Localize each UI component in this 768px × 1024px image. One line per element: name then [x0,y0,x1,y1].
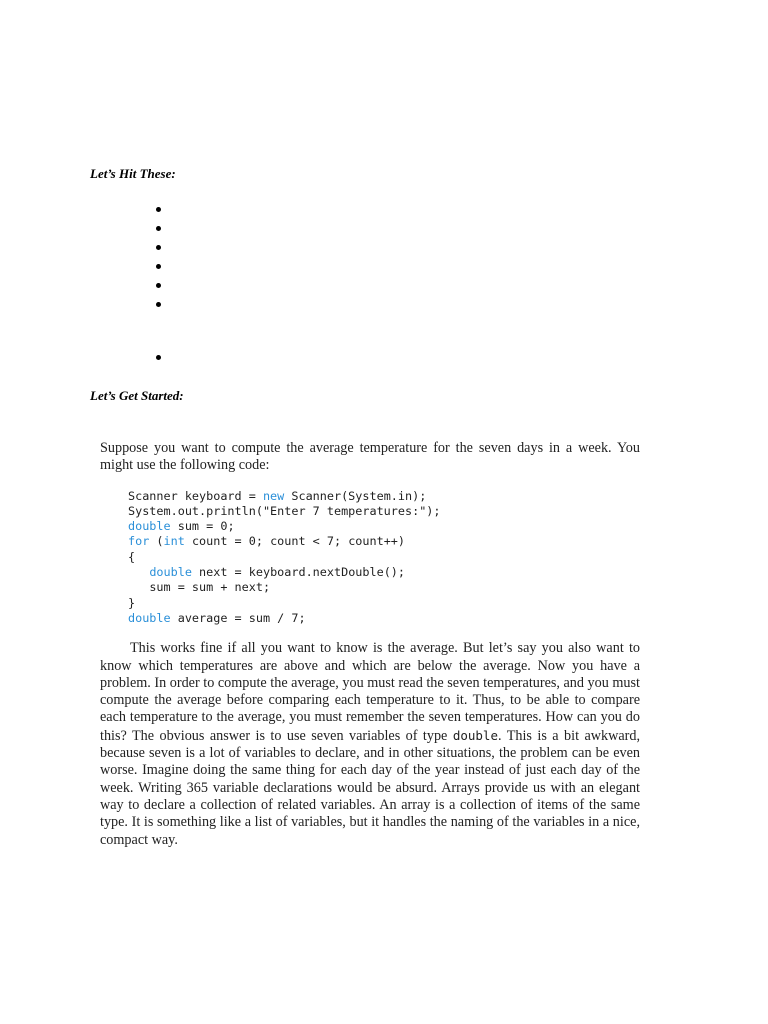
code-line [128,534,640,549]
code-text: { [128,549,136,564]
code-line [128,489,640,504]
code-keyword: new [262,488,285,503]
empty-bullet-2 [156,226,161,231]
body-text-part-1: This works fine if all you want to know is the average. But let’s say you also want to know which temperatures are above and which are below the average. Now you have a problem. In order to compute the average, you must read the seven temperatures, and you must compute the average before comparing each temperature to it. Thus, to be able to compare each temperature to the average, you must remember the seven temperatures. How can you do this? The obvious answer is to use seven variables of type [100,640,640,744]
empty-bullet-7 [156,355,161,360]
code-keyword: double [149,565,192,580]
code-keyword: int [163,534,185,549]
body-paragraph [100,640,640,849]
code-text: average = sum / 7; [170,610,306,625]
code-line [128,550,640,565]
intro-paragraph: Suppose you want to compute the average temperature for the seven days in a week. You might use the following code: [100,440,640,474]
code-keyword: for [128,534,150,549]
textbook-excerpt [100,440,640,849]
code-text: Scanner keyboard = [128,488,263,503]
code-line [128,580,640,595]
code-text: count = 0; count < 7; count++) [184,534,406,549]
code-text: Scanner(System.in); [284,488,427,503]
empty-bullet-5 [156,283,161,288]
code-text: sum = 0; [170,519,235,534]
inline-code-double: double [452,727,498,743]
empty-bullet-3 [156,245,161,250]
code-line [128,596,640,611]
section-heading-get-started: Let’s Get Started: [90,388,184,403]
code-text: } [128,595,136,610]
code-text: ( [149,534,164,549]
code-keyword: double [128,519,171,534]
code-keyword: double [128,610,171,625]
code-text: next = keyboard.nextDouble(); [191,565,406,580]
code-line [128,519,640,534]
section-heading-hit-these: Let’s Hit These: [90,166,176,181]
code-line [128,504,640,519]
empty-bullet-1 [156,207,161,212]
code-line [128,611,640,626]
code-text: sum = sum + next; [149,580,271,595]
code-text: System.out.println("Enter 7 temperatures:"); [128,503,441,518]
code-listing [128,489,640,627]
body-text-part-2: . This is a bit awkward, because seven is a lot of variables to declare, and in other situations, the problem can be even worse. Imagine doing the same thing for each day of the year instead of just each day of the week. Writing 365 variable declarations would be absurd. Arrays provide us with an elegant way to declare a collection of related variables. An array is a collection of items of the same type. It is something like a list of variables, but it handles the naming of the variables in a nice, compact way. [100,727,641,848]
empty-bullet-6 [156,302,161,307]
empty-bullet-4 [156,264,161,269]
code-line [128,565,640,580]
